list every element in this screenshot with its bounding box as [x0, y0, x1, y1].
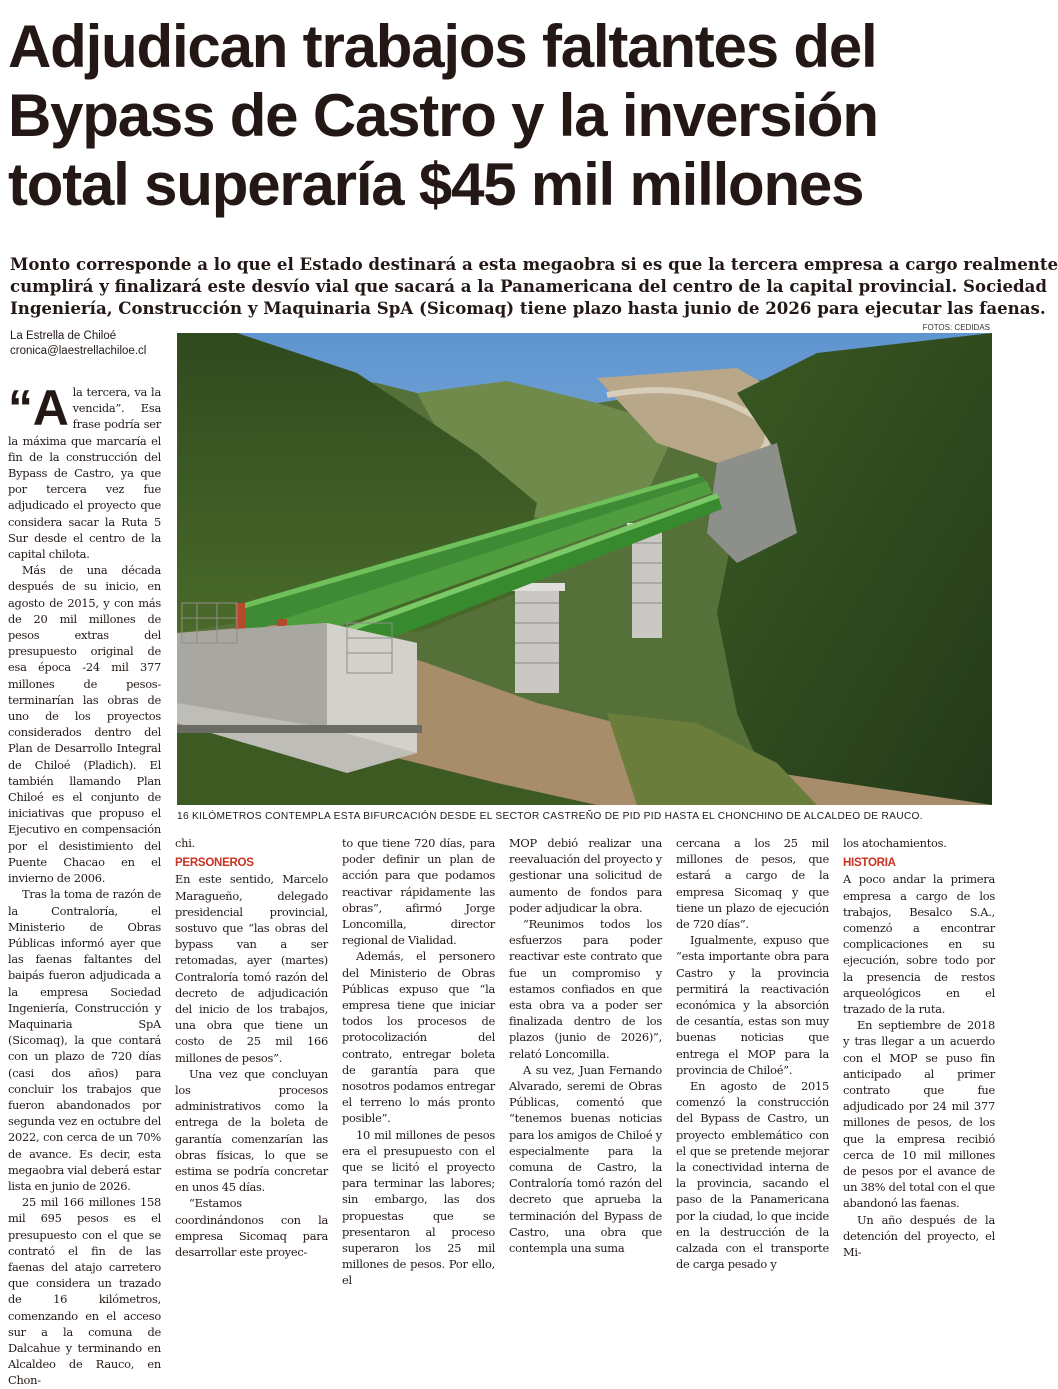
body-paragraph: A poco andar la primera empresa a cargo de los trabajos, Besalco S.A., comenzó a encontrar complicaciones en su ejecución, sobre todo por la presencia de restos arqueológicos en el trazado de la ruta.	[843, 872, 995, 1017]
lead-paragraph	[10, 253, 1058, 319]
byline-publication: La Estrella de Chiloé	[10, 330, 117, 342]
body-paragraph: Tras la toma de razón de la Contraloría, el Ministerio de Obras Públicas informó ayer que las faenas faltantes del baipás fueron adjudicada a la empresa Sociedad Ingeniería, Construcción y Maquinaria SpA (Sicomaq), la que contará con un plazo de 720 días (casi dos años) para concluir los trabajos que fueron abandonados por segunda vez en octubre del 2022, con cerca de un 70% de avance. Es decir, esta megaobra vial deberá estar lista en junio de 2026.	[8, 887, 161, 1193]
body-paragraph: “Reunimos todos los esfuerzos para poder reactivar este contrato que fue un compromiso y estamos confiados en que esta obra va a poder ser finalizada dentro de los plazos (junio de 2026)”, relató Loncomilla.	[509, 917, 662, 1061]
lead-line-3: Ingeniería, Construcción y Maquinaria SpA (Sicomaq) tiene plazo hasta junio de 2026 para ejecutar las faenas.	[10, 298, 1046, 318]
headline-line-1: Adjudican trabajos faltantes del	[8, 13, 877, 80]
body-column-4	[509, 835, 662, 1256]
body-paragraph: chi.	[175, 836, 195, 850]
body-column-5	[676, 835, 829, 1272]
photo-caption: 16 KILÓMETROS CONTEMPLA ESTA BIFURCACIÓN DESDE EL SECTOR CASTREÑO DE PID PID HASTA EL CHONCHINO DE ALCALDEO DE RAUCO.	[177, 811, 923, 822]
drop-quote-mark: “A	[8, 380, 69, 436]
body-paragraph: Un año después de la detención del proyecto, el Mi-	[843, 1212, 995, 1260]
body-paragraph: to que tiene 720 días, para poder definir un plan de acción para que podamos reactivar rápidamente las obras”, afirmó Jorge Loncomilla, director regional de Vialidad.	[342, 836, 495, 948]
bridge-illustration	[177, 333, 992, 805]
body-column-2	[175, 835, 328, 1260]
headline-line-3: total superaría $45 mil millones	[8, 151, 864, 218]
lead-line-1: Monto corresponde a lo que el Estado destinará a esta megaobra si es que la tercera empresa a cargo realmente	[10, 254, 1058, 274]
body-paragraph: 10 mil millones de pesos era el presupuesto con el que se licitó el proyecto para terminar las labores; sin embargo, las dos propuestas que se presentaron al proceso superaron los 25 mil millones de pesos. Por ello, el	[342, 1127, 495, 1288]
subheading-historia: HISTORIA	[843, 857, 896, 870]
body-paragraph: cercana a los 25 mil millones de pesos, que estará a cargo de la empresa Sicomaq y que tiene un plazo de ejecución de 720 días”.	[676, 836, 829, 932]
photo-credit: FOTOS: CEDIDAS	[922, 323, 990, 332]
body-paragraph: Igualmente, expuso que “esta importante obra para Castro y la provincia permitirá la reactivación económica y la absorción de cesantía, estas son muy buenas noticias que entrega el MOP para la provincia de Chiloé”.	[676, 933, 829, 1077]
body-paragraph: la tercera, va la vencida”. Esa frase podría ser la máxima que marcaría el fin de la construcción del Bypass de Castro, ya que por tercera vez fue adjudicado el proyecto que considera sacar la Ruta 5 Sur desde el centro de la capital chilota.	[8, 385, 161, 562]
byline-email: cronica@laestrellachiloe.cl	[10, 345, 147, 357]
body-paragraph: Además, el personero del Ministerio de Obras Públicas expuso que “la empresa tiene que iniciar todos los procesos de protocolización del contrato, entregar boleta de garantía para que nosotros podamos entregar el terreno lo más pronto posible”.	[342, 949, 495, 1126]
body-column-1	[8, 380, 161, 1389]
body-paragraph: A su vez, Juan Fernando Alvarado, seremi de Obras Públicas, comentó que “tenemos buenas noticias para los amigos de Chiloé y especialmente para la comuna de Castro, la Contraloría tomó razón del decreto que aprueba la terminación del Bypass de Castro, una obra que contempla una suma	[509, 1062, 662, 1256]
headline	[8, 12, 998, 219]
body-column-6	[843, 835, 995, 1260]
body-paragraph: En septiembre de 2018 y tras llegar a un acuerdo con el MOP se puso fin anticipado al primer contrato que fue adjudicado por 24 mil 377 millones de pesos, de los que la empresa recibió cerca de 10 mil millones de pesos por el avance de un 38% del total con el que abandonó las faenas.	[843, 1018, 995, 1211]
bridge-photo	[177, 333, 992, 805]
body-paragraph: “Estamos coordinándonos con la empresa Sicomaq para desarrollar este proyec-	[175, 1196, 328, 1260]
body-column-3	[342, 835, 495, 1289]
body-paragraph: Más de una década después de su inicio, en agosto de 2015, y con más de 20 mil millones de pesos extras del presupuesto original de esa época -24 mil 377 millones de pesos- terminarían las obras de uno de los proyectos considerados dentro del Plan de Desarrollo Integral de Chiloé (Pladich). El también llamando Plan Chiloé es el conjunto de iniciativas que propuso el Ejecutivo en compensación por el desistimiento del Puente Chacao en el invierno de 2006.	[8, 563, 161, 886]
body-paragraph: MOP debió realizar una reevaluación del proyecto y gestionar una solicitud de aumento de fondos para poder adjudicar la obra.	[509, 836, 662, 915]
body-paragraph: En este sentido, Marcelo Maragueño, delegado presidencial provincial, sostuvo que “las obras del bypass van a ser retomadas, ayer (martes) Contraloría tomó razón del decreto de adjudicación del inicio de los trabajos, una obra que tiene un costo de 25 mil 166 millones de pesos”.	[175, 872, 328, 1065]
lead-line-2: cumplirá y finalizará este desvío vial que sacará a la Panamericana del centro de la capital provincial. Sociedad	[10, 276, 1047, 296]
body-paragraph: 25 mil 166 millones 158 mil 695 pesos es el presupuesto con el que se contrató el fin de las faenas del atajo carretero que considera un trazado de 16 kilómetros, comenzando en el acceso sur a la comuna de Dalcahue y terminando en Alcaldeo de Rauco, en Chon-	[8, 1195, 161, 1388]
body-paragraph: los atochamientos.	[843, 836, 947, 850]
headline-line-2: Bypass de Castro y la inversión	[8, 82, 878, 149]
body-paragraph: En agosto de 2015 comenzó la construcción del Bypass de Castro, un proyecto emblemático con el que se pretende mejorar la conectividad interna de la provincia, sacando el paso de la Panamericana por la ciudad, lo que incide en la destrucción de la calzada con el transporte de carga pesado y	[676, 1079, 829, 1272]
subheading-personeros: PERSONEROS	[175, 857, 254, 870]
body-paragraph: Una vez que concluyan los procesos administrativos como la entrega de la boleta de garantía comenzarían las obras físicas, lo que se estima se podría concretar en unos 45 días.	[175, 1066, 328, 1195]
